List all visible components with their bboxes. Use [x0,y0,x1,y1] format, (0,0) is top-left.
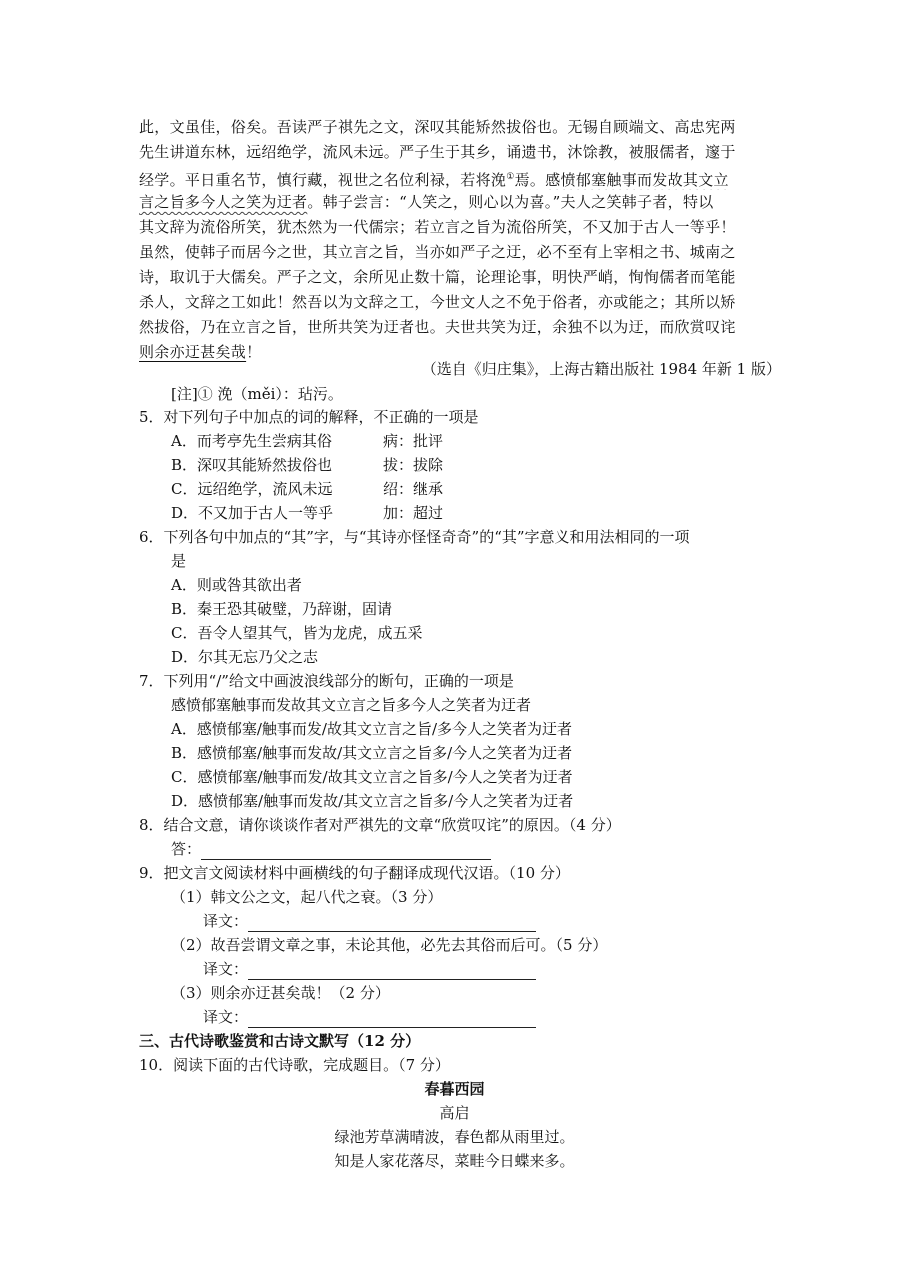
passage-text: 诗，取讥于大儒矣。严子之文，余所见止数十篇，论理论事，明快严峭，恂恂儒者而笔能 [139,268,736,286]
wavy-underlined-text: 感愤郁塞触事而发故其文立 [545,171,729,189]
question-8-answer [171,838,491,860]
question-7-option-b: B．感愤郁塞/触事而发故/其文立言之旨多/今人之笑者为迂者 [171,744,573,762]
answer-blank[interactable] [248,963,536,980]
passage-line [139,290,779,315]
passage-text: 其文辞为流俗所笑，犹杰然为一代儒宗；若立言之旨为流俗所笑，不又加于古人一等乎！ [139,218,736,236]
poem-title: 春暮西园 [424,1080,485,1098]
question-5-option-a [171,430,444,452]
passage-line [139,240,779,265]
question-9-item-2: （2）故吾尝谓文章之事，未论其他，必先去其俗而后可。（5 分） [171,936,608,954]
passage-text: 虽然，使韩子而居今之世，其立言之旨，当亦如严子之迂，必不至有上宰相之书、城南之 [139,243,736,261]
poem-author: 高启 [439,1104,470,1122]
answer-label: 译文： [203,960,249,978]
answer-label: 答： [171,840,202,858]
question-7-sentence: 感愤郁塞触事而发故其文立言之旨多今人之笑者为迂者 [171,696,532,714]
annotation-note: [注]① 浼（měi）：玷污。 [171,385,343,403]
question-7-stem: 7．下列用“/”给文中画波浪线部分的断句，正确的一项是 [139,672,514,690]
question-6-stem-continued: 是 [171,552,187,570]
underlined-text: 则余亦迂甚矣哉 [139,343,247,361]
option-gloss: 绍：继承 [383,480,444,498]
question-6-option-d: D．尔其无忘乃父之志 [171,648,319,666]
question-9-item-1-answer [203,910,536,932]
question-7-option-d: D．感愤郁塞/触事而发故/其文立言之旨多/今人之笑者为迂者 [171,792,574,810]
question-6-option-b: B．秦王恐其破璧，乃辞谢，固请 [171,600,393,618]
classical-passage [139,115,779,365]
passage-line [139,215,779,240]
answer-blank[interactable] [248,1011,536,1028]
question-8-stem: 8．结合文意，请你谈谈作者对严祺先的文章“欣赏叹诧”的原因。（4 分） [139,816,621,834]
question-7-option-a: A．感愤郁塞/触事而发/故其文立言之旨/多今人之笑者为迂者 [171,720,572,738]
passage-line [139,265,779,290]
question-6-stem: 6．下列各句中加点的“其”字，与“其诗亦怪怪奇奇”的“其”字意义和用法相同的一项 [139,528,690,546]
passage-text: 此，文虽佳，俗矣。吾读严子祺先之文，深叹其能矫然拔俗也。无锡自顾端文、高忠宪两 [139,118,736,136]
passage-text: 。韩子尝言：“人笑之，则心以为喜。”夫人之笑韩子者，特以 [307,193,714,211]
source-note: （选自《归庄集》，上海古籍出版社 1984 年新 1 版） [421,360,781,378]
wavy-underlined-text: 言之旨多今人之笑为迂者 [139,193,308,211]
passage-text: 先生讲道东林，远绍绝学，流风未远。严子生于其乡，诵遗书，沐馀教，被服儒者，邃于 [139,143,736,161]
question-5-option-d [171,502,444,524]
answer-label: 译文： [203,912,249,930]
question-5-option-b [171,454,444,476]
question-9-item-2-answer [203,958,536,980]
section-3-heading: 三、古代诗歌鉴赏和古诗文默写（12 分） [139,1032,421,1050]
question-10-stem: 10．阅读下面的古代诗歌，完成题目。（7 分） [139,1056,450,1074]
answer-label: 译文： [203,1008,249,1026]
option-text: A．而考亭先生尝病其俗 [171,432,332,450]
option-gloss: 病：批评 [383,432,444,450]
passage-text: 焉。 [514,171,546,189]
passage-line [139,165,779,190]
passage-line [139,190,779,215]
passage-text: 经学。平日重名节，慎行藏，视世之名位利禄，若将浼 [139,171,507,189]
option-text: D．不又加于古人一等乎 [171,504,334,522]
question-9-item-1: （1）韩文公之文，起八代之衰。（3 分） [171,888,443,906]
question-9-item-3: （3）则余亦迂甚矣哉！（2 分） [171,984,390,1002]
question-9-stem: 9．把文言文阅读材料中画横线的句子翻译成现代汉语。（10 分） [139,864,570,882]
option-gloss: 加：超过 [383,504,444,522]
option-text: C．远绍绝学，流风未远 [171,480,333,498]
passage-line [139,140,779,165]
question-6-option-c: C．吾令人望其气，皆为龙虎，成五采 [171,624,423,642]
footnote-marker: ① [506,172,515,182]
question-6-option-a: A．则或咎其欲出者 [171,576,302,594]
passage-line [139,315,779,340]
option-text: B．深叹其能矫然拔俗也 [171,456,333,474]
passage-text: ！ [246,343,262,361]
poem-line-1: 绿池芳草满晴波，春色都从雨里过。 [334,1128,575,1146]
question-9-item-3-answer [203,1006,536,1028]
answer-blank[interactable] [248,915,536,932]
question-5-stem: 5．对下列句子中加点的词的解释，不正确的一项是 [139,408,479,426]
passage-text: 然拔俗，乃在立言之旨，世所共笑为迂者也。夫世共笑为迂，余独不以为迂，而欣赏叹诧 [139,318,736,336]
passage-line [139,115,779,140]
passage-text: 杀人，文辞之工如此！然吾以为文辞之工，今世文人之不免于俗者，亦或能之；其所以矫 [139,293,736,311]
question-7-option-c: C．感愤郁塞/触事而发/故其文立言之旨多/今人之笑者为迂者 [171,768,573,786]
question-5-option-c [171,478,444,500]
option-gloss: 拔：拔除 [383,456,444,474]
answer-blank[interactable] [201,843,491,860]
poem-line-2: 知是人家花落尽，菜畦今日蝶来多。 [334,1152,575,1170]
